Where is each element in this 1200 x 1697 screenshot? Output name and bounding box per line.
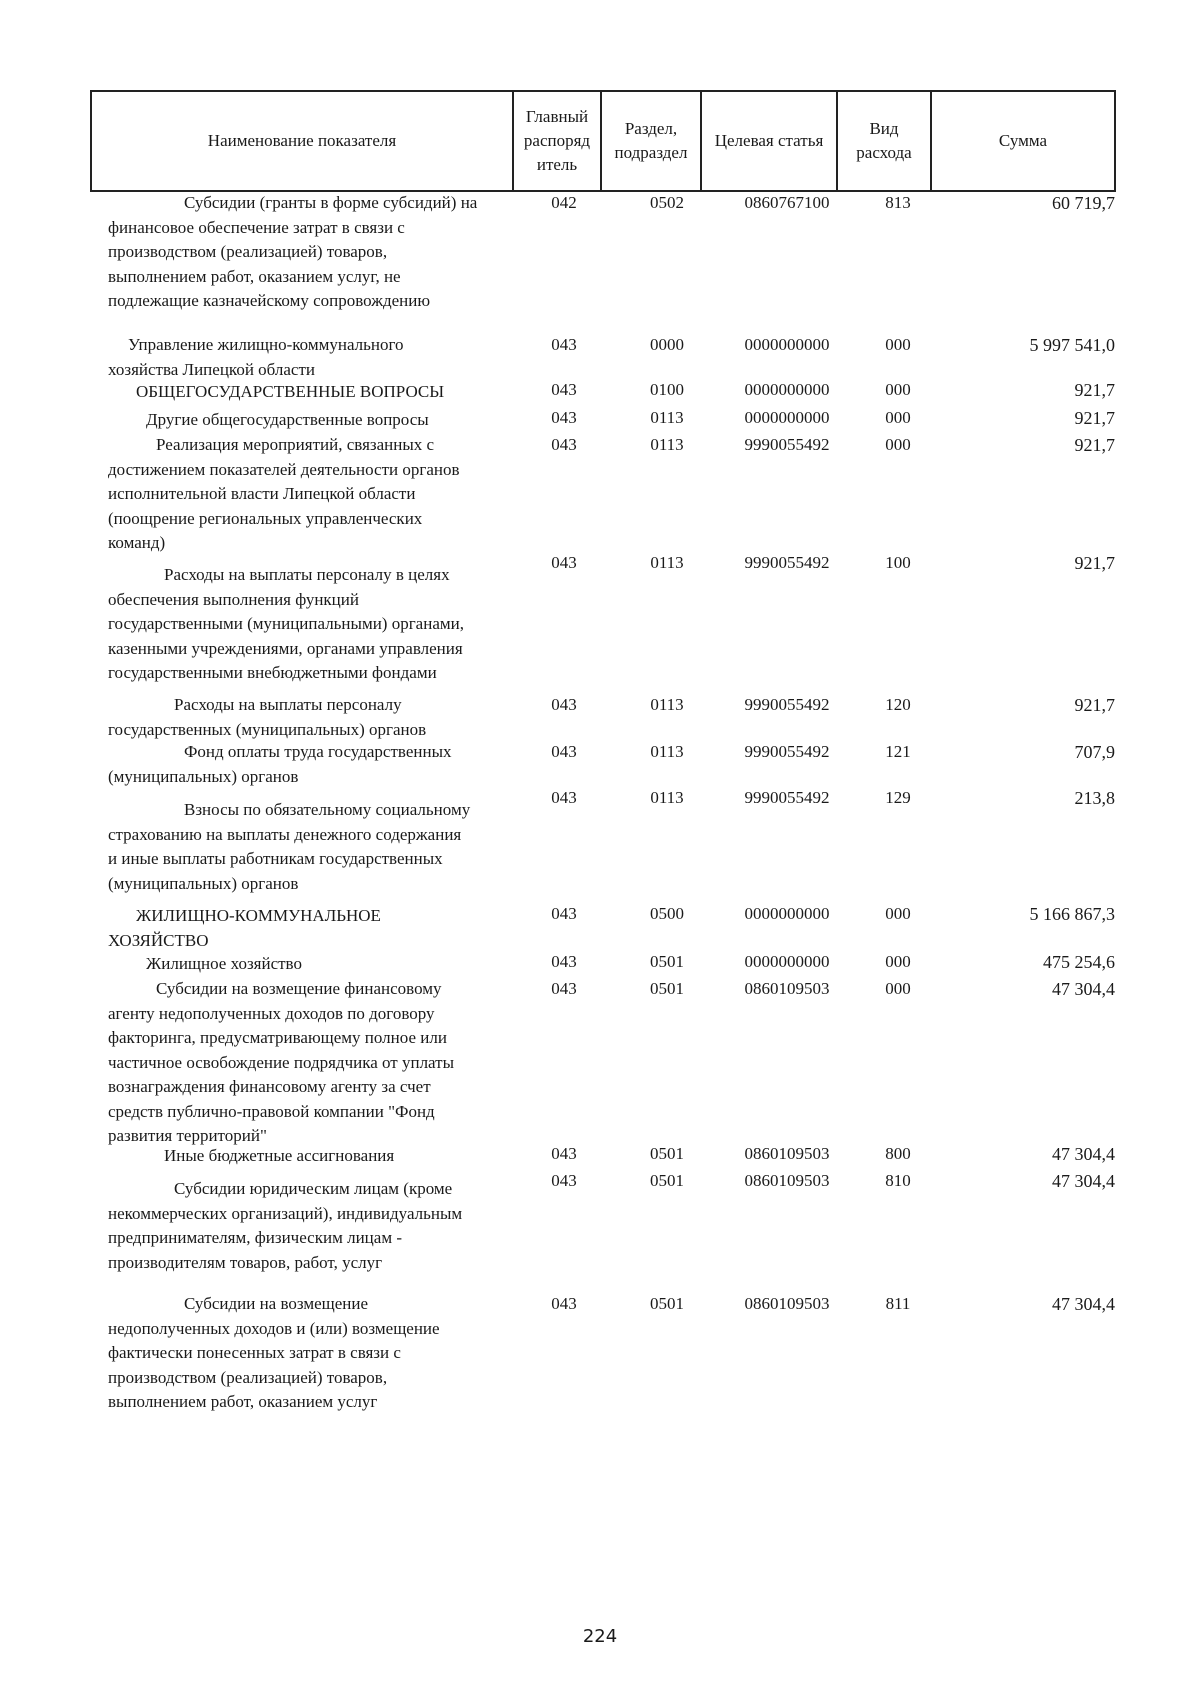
row-target-article: 0000000000 [744, 335, 830, 354]
row-main-administrator: 043 [551, 695, 577, 714]
row-section: 0113 [650, 742, 684, 761]
row-name: ЖИЛИЩНО-КОММУНАЛЬНОЕ ХОЗЯЙСТВО [108, 906, 381, 950]
row-section: 0113 [650, 553, 684, 572]
row-main-administrator: 043 [551, 952, 577, 971]
row-expense-type: 000 [885, 952, 911, 971]
row-target-article: 9990055492 [744, 742, 830, 761]
row-sum: 707,9 [1074, 742, 1115, 762]
row-expense-type: 000 [885, 408, 911, 427]
row-main-administrator: 043 [551, 904, 577, 923]
row-name: Другие общегосударственные вопросы [146, 410, 429, 429]
row-section: 0113 [650, 408, 684, 427]
row-main-administrator: 043 [551, 1171, 577, 1190]
row-main-administrator: 043 [551, 1144, 577, 1163]
row-sum: 213,8 [1074, 788, 1115, 808]
row-expense-type: 000 [885, 979, 911, 998]
row-expense-type: 000 [885, 335, 911, 354]
row-sum: 5 997 541,0 [1029, 335, 1115, 355]
row-main-administrator: 043 [551, 435, 577, 454]
row-target-article: 0000000000 [744, 380, 830, 399]
row-target-article: 0860767100 [744, 193, 830, 212]
row-sum: 921,7 [1074, 553, 1115, 573]
row-target-article: 0860109503 [744, 1144, 830, 1163]
row-name: ОБЩЕГОСУДАРСТВЕННЫЕ ВОПРОСЫ [136, 382, 445, 401]
row-expense-type: 000 [885, 435, 911, 454]
row-expense-type: 129 [885, 788, 911, 807]
row-sum: 47 304,4 [1052, 1294, 1115, 1314]
row-expense-type: 810 [885, 1171, 911, 1190]
table-header [90, 90, 1116, 192]
header-row [91, 91, 1115, 191]
row-name: Иные бюджетные ассигнования [164, 1146, 395, 1165]
row-target-article: 9990055492 [744, 695, 830, 714]
row-section: 0501 [650, 1144, 684, 1163]
row-name: Расходы на выплаты персоналу в целях обеспечения выполнения функций государственными (муниципальными) органами, казенными учреждениями, органами управления государственными внебюджетными фондами [108, 565, 464, 682]
header-name: Наименование показателя [91, 91, 513, 191]
row-target-article: 0860109503 [744, 1294, 830, 1313]
row-name: Субсидии (гранты в форме субсидий) на финансовое обеспечение затрат в связи с производством (реализацией) товаров, выполнением работ, оказанием услуг, не подлежащие казначейскому сопровождению [108, 193, 478, 310]
row-sum: 60 719,7 [1052, 193, 1115, 213]
row-target-article: 9990055492 [744, 788, 830, 807]
row-expense-type: 000 [885, 904, 911, 923]
header-sum: Сумма [931, 91, 1115, 191]
row-expense-type: 121 [885, 742, 911, 761]
row-expense-type: 000 [885, 380, 911, 399]
page-number: 224 [582, 1626, 618, 1647]
row-section: 0113 [650, 788, 684, 807]
header-expense-type: Вид расхода [837, 91, 931, 191]
row-name: Субсидии на возмещение недополученных доходов и (или) возмещение фактически понесенных затрат в связи с производством (реализацией) товаров, выполнением работ, оказанием услуг [108, 1294, 440, 1411]
row-sum: 921,7 [1074, 380, 1115, 400]
row-main-administrator: 043 [551, 408, 577, 427]
row-sum: 47 304,4 [1052, 1144, 1115, 1164]
row-name: Взносы по обязательному социальному страхованию на выплаты денежного содержания и иные выплаты работникам государственных (муниципальных) органов [108, 800, 471, 893]
row-target-article: 9990055492 [744, 553, 830, 572]
row-name: Расходы на выплаты персоналу государственных (муниципальных) органов [108, 695, 427, 739]
row-main-administrator: 043 [551, 335, 577, 354]
row-expense-type: 813 [885, 193, 911, 212]
row-section: 0501 [650, 952, 684, 971]
row-section: 0113 [650, 435, 684, 454]
row-expense-type: 100 [885, 553, 911, 572]
row-name: Реализация мероприятий, связанных с достижением показателей деятельности органов исполнительной власти Липецкой области (поощрение региональных управленческих команд) [108, 435, 460, 552]
row-name: Субсидии юридическим лицам (кроме некоммерческих организаций), индивидуальным предпринимателям, физическим лицам - производителям товаров, работ, услуг [108, 1179, 463, 1272]
row-main-administrator: 043 [551, 788, 577, 807]
row-section: 0113 [650, 695, 684, 714]
row-target-article: 9990055492 [744, 435, 830, 454]
row-main-administrator: 043 [551, 553, 577, 572]
header-main-administrator: Главный распоряд итель [513, 91, 601, 191]
row-name: Управление жилищно-коммунального хозяйства Липецкой области [108, 335, 404, 379]
row-name: Фонд оплаты труда государственных (муниципальных) органов [108, 742, 452, 786]
row-section: 0000 [650, 335, 684, 354]
row-expense-type: 811 [885, 1294, 911, 1313]
row-section: 0501 [650, 1294, 684, 1313]
header-section: Раздел, подраздел [601, 91, 701, 191]
row-section: 0100 [650, 380, 684, 399]
row-main-administrator: 042 [551, 193, 577, 212]
row-main-administrator: 043 [551, 742, 577, 761]
row-sum: 47 304,4 [1052, 979, 1115, 999]
row-sum: 475 254,6 [1043, 952, 1115, 972]
row-sum: 5 166 867,3 [1029, 904, 1115, 924]
row-main-administrator: 043 [551, 380, 577, 399]
row-section: 0500 [650, 904, 684, 923]
row-sum: 47 304,4 [1052, 1171, 1115, 1191]
header-target-article: Целевая статья [701, 91, 837, 191]
row-main-administrator: 043 [551, 979, 577, 998]
row-target-article: 0000000000 [744, 952, 830, 971]
row-sum: 921,7 [1074, 695, 1115, 715]
row-section: 0501 [650, 1171, 684, 1190]
row-target-article: 0860109503 [744, 979, 830, 998]
row-sum: 921,7 [1074, 408, 1115, 428]
row-main-administrator: 043 [551, 1294, 577, 1313]
row-name: Жилищное хозяйство [146, 954, 302, 973]
row-target-article: 0000000000 [744, 408, 830, 427]
row-section: 0502 [650, 193, 684, 212]
row-target-article: 0860109503 [744, 1171, 830, 1190]
row-section: 0501 [650, 979, 684, 998]
row-expense-type: 120 [885, 695, 911, 714]
row-target-article: 0000000000 [744, 904, 830, 923]
row-name: Субсидии на возмещение финансовому агенту недополученных доходов по договору факторинга, предусматривающему полное или частичное освобождение подрядчика от уплаты вознаграждения финансовому агенту за счет средств публично-правовой компании "Фонд развития территорий" [108, 979, 455, 1145]
row-sum: 921,7 [1074, 435, 1115, 455]
row-expense-type: 800 [885, 1144, 911, 1163]
